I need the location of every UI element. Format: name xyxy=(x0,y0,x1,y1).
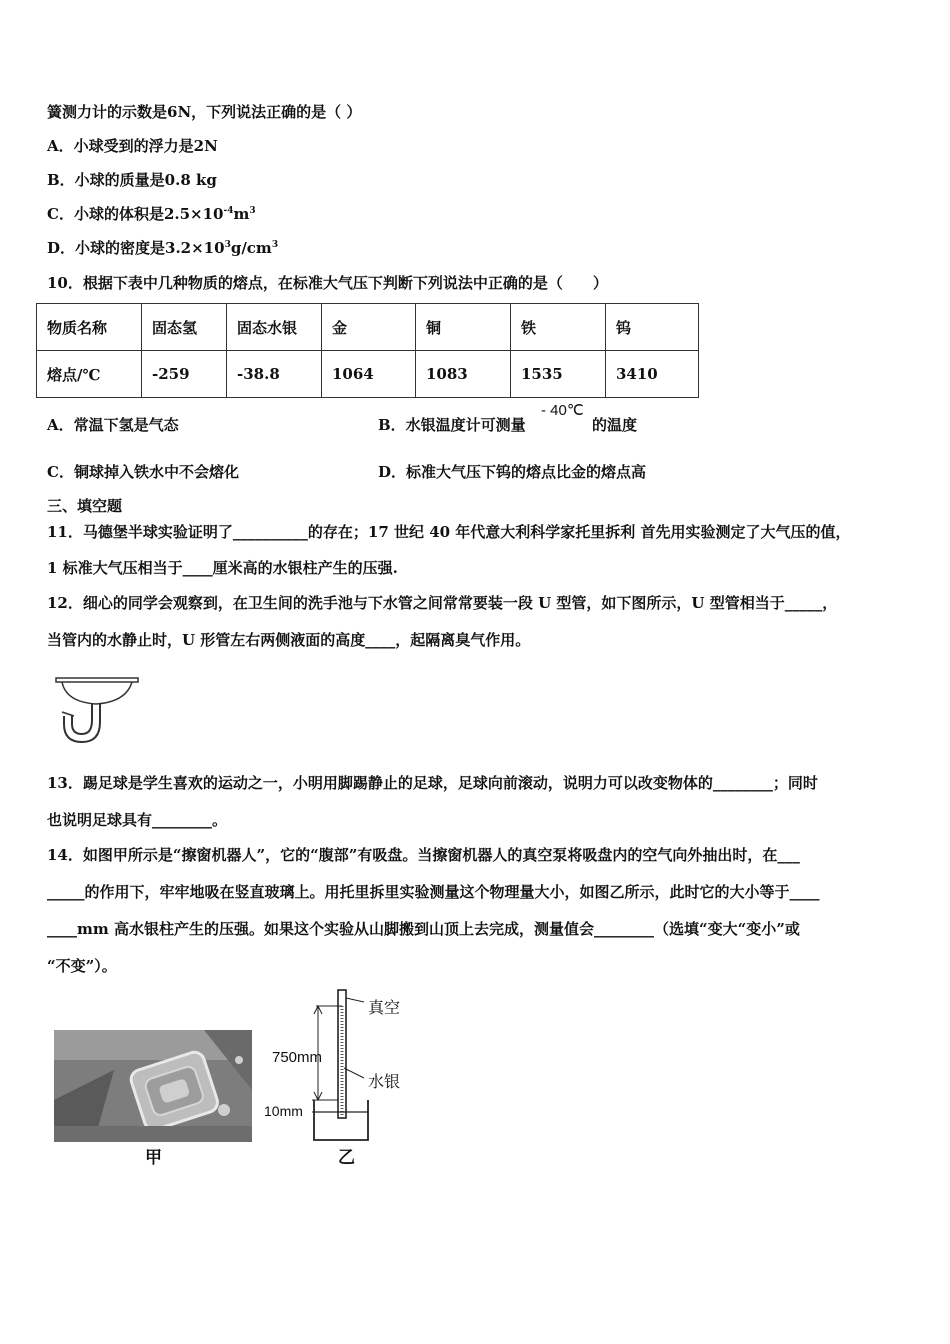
table-cell: 熔点/℃ xyxy=(37,351,142,398)
q13-line-2: 也说明足球具有________。 xyxy=(47,811,228,829)
q14-line-1: 14．如图甲所示是“擦窗机器人”，它的“腹部”有吸盘。当擦窗机器人的真空泵将吸盘内的空气向外抽出时，在___ xyxy=(47,846,800,864)
height-10-label: 10mm xyxy=(264,1103,303,1119)
table-cell: 铜 xyxy=(416,304,511,351)
table-cell: 固态水银 xyxy=(227,304,322,351)
q10-option-b-temperature: - 40℃ xyxy=(541,402,584,419)
q10-option-a: A．常温下氢是气态 xyxy=(47,416,179,434)
q9-option-c: C．小球的体积是$2.5\times 10^{-4}m^3$ xyxy=(47,205,256,223)
section-title: 三、填空题 xyxy=(47,497,123,515)
q10-stem: 10．根据下表中几种物质的熔点，在标准大气压下判断下列说法中正确的是（ ） xyxy=(47,274,608,292)
table-header-row xyxy=(37,304,699,351)
q13-line-1: 13．踢足球是学生喜欢的运动之一，小明用脚踢静止的足球，足球向前滚动，说明力可以改变物体的________；同时 xyxy=(47,774,818,792)
q9-option-b: B．小球的质量是0.8 kg xyxy=(47,171,217,189)
figure-jia-label: 甲 xyxy=(145,1148,162,1168)
q10-option-b-tail: 的温度 xyxy=(592,416,638,434)
table-cell: 1535 xyxy=(511,351,606,398)
table-cell: 1083 xyxy=(416,351,511,398)
q12-line-2: 当管内的水静止时，U 形管左右两侧液面的高度____，起隔离臭气作用。 xyxy=(47,631,531,649)
window-robot-photo xyxy=(54,1030,252,1142)
table-cell: 1064 xyxy=(322,351,416,398)
table-cell: 钨 xyxy=(606,304,699,351)
q12-line-1: 12．细心的同学会观察到，在卫生间的洗手池与下水管之间常常要装一段 U 型管，如下图所示，U 型管相当于_____， xyxy=(47,594,838,612)
table-cell: -259 xyxy=(142,351,227,398)
table-row xyxy=(37,351,699,398)
vacuum-label: 真空 xyxy=(368,998,401,1017)
q14-line-4: “不变”）。 xyxy=(47,957,117,975)
figure-yi-label: 乙 xyxy=(338,1148,355,1168)
table-cell: 固态氢 xyxy=(142,304,227,351)
table-cell: 金 xyxy=(322,304,416,351)
q11-line-2: 1 标准大气压相当于____厘米高的水银柱产生的压强. xyxy=(47,559,398,577)
q10-option-b-label: B．水银温度计可测量 xyxy=(378,416,526,434)
q10-option-d: D．标准大气压下钨的熔点比金的熔点高 xyxy=(378,463,647,481)
q9-option-d: D．小球的密度是$3.2\times 10^3g/cm^3$ xyxy=(47,239,279,257)
sink-u-pipe-figure xyxy=(52,672,144,746)
table-cell: 物质名称 xyxy=(37,304,142,351)
q10-option-c: C．铜球掉入铁水中不会熔化 xyxy=(47,463,239,481)
table-cell: 3410 xyxy=(606,351,699,398)
melting-point-table xyxy=(36,303,699,398)
height-750-label: 750mm xyxy=(272,1049,323,1066)
q9-stem: 簧测力计的示数是6N，下列说法正确的是（ ） xyxy=(47,103,362,121)
q14-line-2: _____的作用下，牢牢地吸在竖直玻璃上。用托里拆里实验测量这个物理量大小，如图乙所示，此时它的大小等于____ xyxy=(47,883,820,901)
mercury-label: 水银 xyxy=(368,1072,401,1091)
q9-option-a: A．小球受到的浮力是2N xyxy=(47,137,218,155)
table-cell: -38.8 xyxy=(227,351,322,398)
q11-line-1: 11．马德堡半球实验证明了__________的存在；17 世纪 40 年代意大利科学家托里拆利 首先用实验测定了大气压的值， xyxy=(47,523,851,541)
q14-line-3: ____mm 高水银柱产生的压强。如果这个实验从山脚搬到山顶上去完成，测量值会________（选填“变大“变小”或 xyxy=(47,920,800,938)
table-cell: 铁 xyxy=(511,304,606,351)
